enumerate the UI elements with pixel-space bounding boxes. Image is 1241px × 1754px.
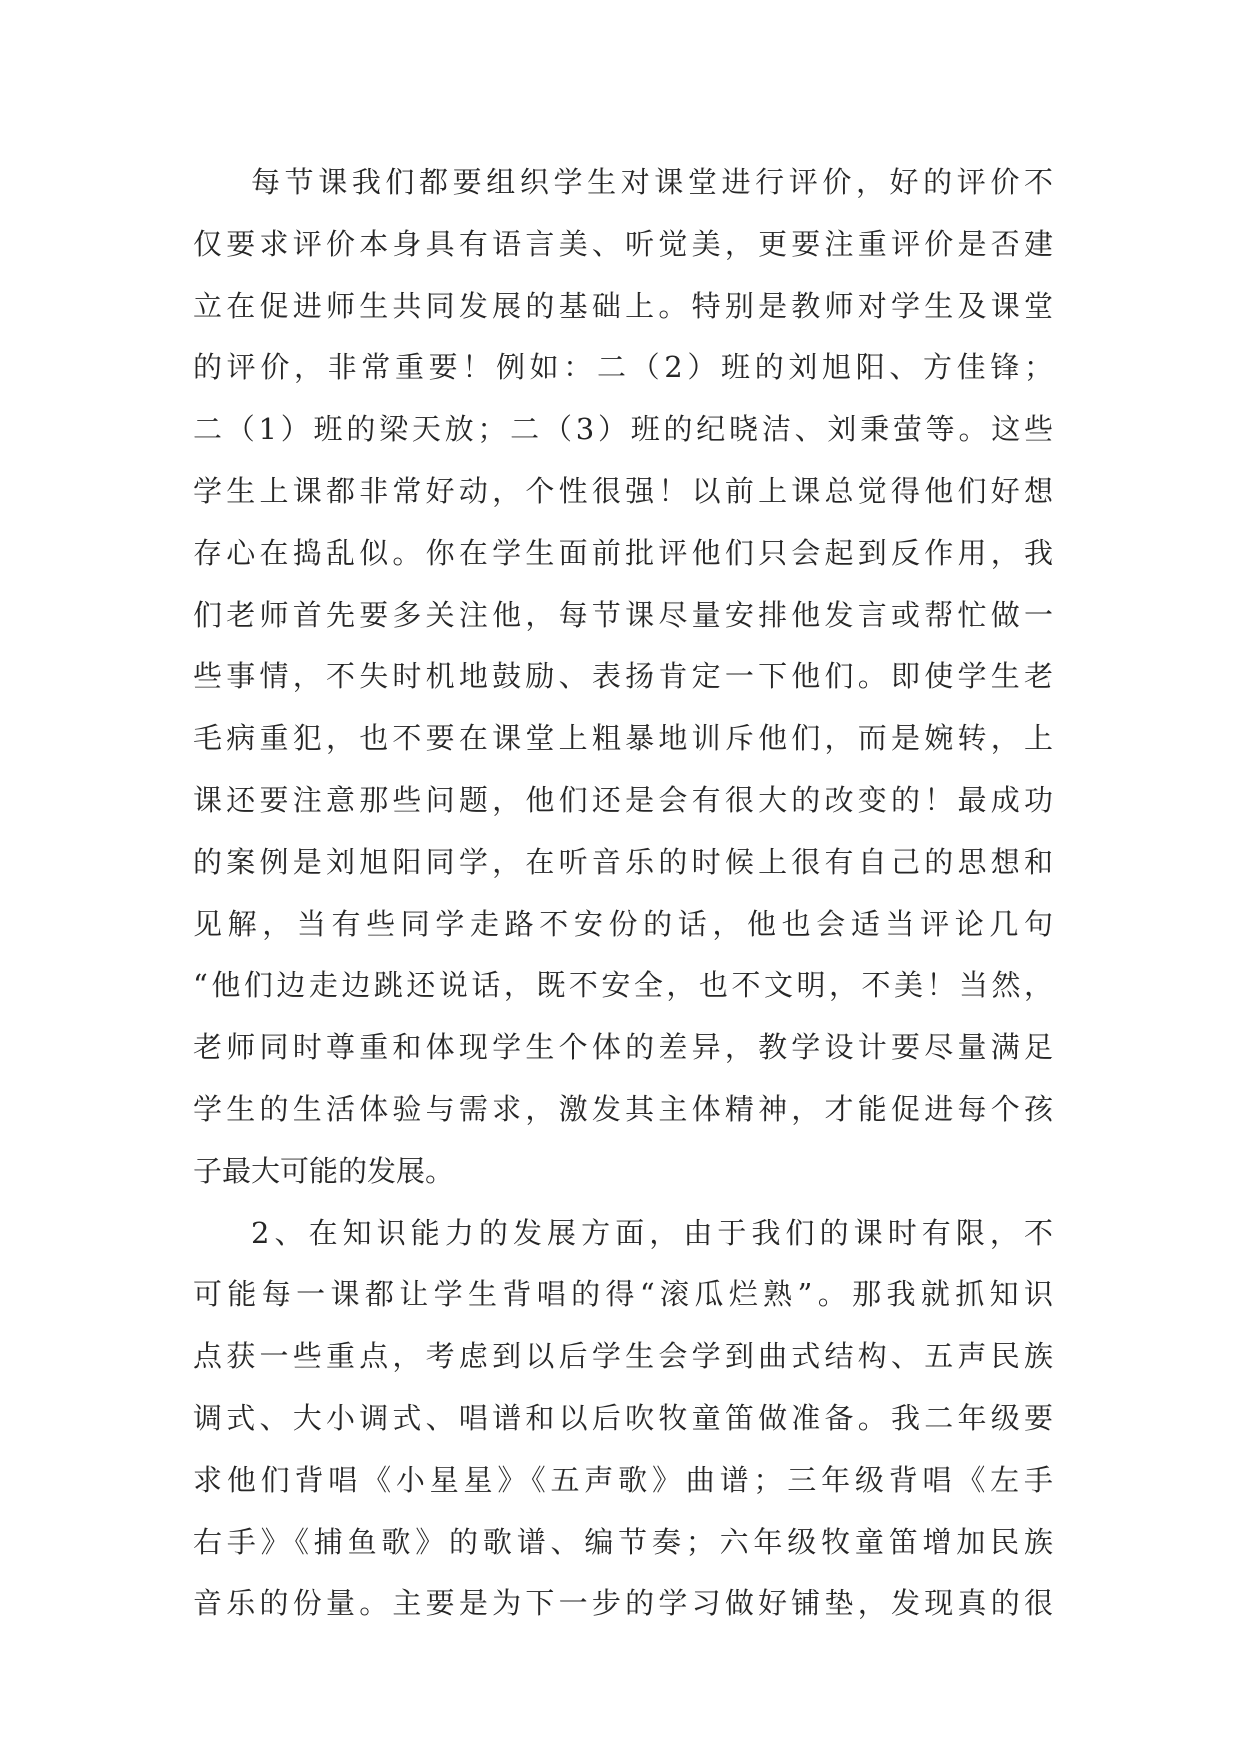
text-line: 课还要注意那些问题，他们还是会有很大的改变的！最成功 [193,782,1053,817]
text-line: 的案例是刘旭阳同学，在听音乐的时候上很有自己的思想和 [193,844,1053,879]
text-line: 立在促进师生共同发展的基础上。特别是教师对学生及课堂 [193,288,1053,323]
text-line: 二（1）班的梁天放；二（3）班的纪晓洁、刘秉萤等。这些 [193,412,1053,447]
text-line: 的评价，非常重要！例如：二（2）班的刘旭阳、方佳锋； [193,350,1053,385]
text-line: 见解，当有些同学走路不安份的话，他也会适当评论几句 [193,906,1053,941]
paragraph-1 [193,152,1053,1203]
text-line: 2、在知识能力的发展方面，由于我们的课时有限，不 [251,1215,1053,1250]
text-line: 们老师首先要多关注他，每节课尽量安排他发言或帮忙做一 [193,597,1053,632]
text-line: 音乐的份量。主要是为下一步的学习做好铺垫，发现真的很 [193,1586,1053,1621]
text-line: 仅要求评价本身具有语言美、听觉美，更要注重评价是否建 [193,226,1053,261]
paragraph-2 [193,1203,1053,1636]
text-line: 学生上课都非常好动，个性很强！以前上课总觉得他们好想 [193,473,1053,508]
text-line: 毛病重犯，也不要在课堂上粗暴地训斥他们，而是婉转，上 [193,721,1053,756]
text-line: 些事情，不失时机地鼓励、表扬肯定一下他们。即使学生老 [193,659,1053,694]
text-line: 子最大可能的发展。 [193,1153,455,1188]
text-line: 调式、大小调式、唱谱和以后吹牧童笛做准备。我二年级要 [193,1400,1053,1435]
text-line: “他们边走边跳还说话，既不安全，也不文明，不美！当然， [193,968,1053,1003]
text-line: 可能每一课都让学生背唱的得“滚瓜烂熟”。那我就抓知识 [193,1277,1053,1312]
text-line: 学生的生活体验与需求，激发其主体精神，才能促进每个孩 [193,1091,1053,1126]
text-line: 求他们背唱《小星星》《五声歌》曲谱；三年级背唱《左手 [193,1462,1053,1497]
body-text [193,152,1053,1635]
text-line: 存心在捣乱似。你在学生面前批评他们只会起到反作用，我 [193,535,1053,570]
text-line: 老师同时尊重和体现学生个体的差异，教学设计要尽量满足 [193,1030,1053,1065]
text-line: 点获一些重点，考虑到以后学生会学到曲式结构、五声民族 [193,1339,1053,1374]
text-line: 每节课我们都要组织学生对课堂进行评价，好的评价不 [251,165,1053,199]
text-line: 右手》《捕鱼歌》的歌谱、编节奏；六年级牧童笛增加民族 [193,1524,1053,1559]
